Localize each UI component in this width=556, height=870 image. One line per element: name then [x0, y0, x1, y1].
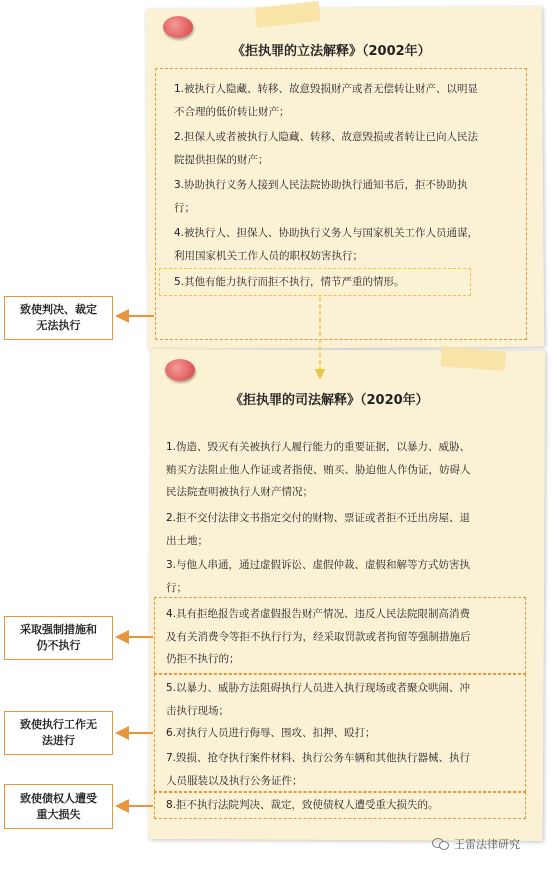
law-2002-item-2: 2.担保人或者被执行人隐藏、转移、故意毁损或者转让已向人民法 院提供担保的财产；: [174, 131, 479, 166]
watermark-text: 王雷法律研究: [454, 838, 520, 851]
interp-2020-item-3: 3.与他人串通，通过虚假诉讼、虚假仲裁、虚假和解等方式妨害执 行；: [166, 559, 471, 594]
interp-2020-item-8: 8.拒不执行法院判决、裁定，致使债权人遭受重大损失的。: [166, 799, 439, 811]
interp-2020-title: 《拒执罪的司法解释》（2020年）: [230, 393, 429, 408]
category-obstruct-enforcement: 致使执行工作无 法进行: [4, 711, 113, 755]
category-judgment-unenforceable: 致使判决、裁定 无法执行: [4, 296, 113, 340]
law-2002-item-1: 1.被执行人隐藏、转移、故意毁损财产或者无偿转让财产、以明显 不合理的低价转让财产；: [174, 83, 479, 118]
law-2002-item-4: 4.被执行人、担保人、协助执行义务人与国家机关工作人员通谋， 利用国家机关工作人员的职权妨害执行；: [174, 227, 479, 262]
interp-2020-item-7: 7.毁损、抢夺执行案件材料、执行公务车辆和其他执行器械、执行 人员服装以及执行公务证件；: [166, 752, 471, 787]
watermark: [432, 836, 520, 852]
category-creditor-loss: 致使债权人遭受 重大损失: [4, 784, 113, 829]
interp-2020-item-4: 4.具有拒绝报告或者虚假报告财产情况、违反人民法院限制高消费 及有关消费令等拒不执行行为，经采取罚款或者拘留等强制措施后 仍拒不执行的；: [166, 608, 471, 665]
interp-2020-item-6: 6.对执行人员进行侮辱、围攻、扣押、殴打；: [166, 727, 376, 739]
law-2002-item-3: 3.协助执行义务人接到人民法院协助执行通知书后，拒不协助执 行；: [174, 179, 468, 214]
category-coercive-measures: 采取强制措施和 仍不执行: [4, 616, 113, 660]
interp-2020-item-5: 5.以暴力、威胁方法阻碍执行人员进入执行现场或者聚众哄闹、冲 击执行现场；: [166, 682, 471, 717]
interp-2020-item-2: 2.拒不交付法律文书指定交付的财物、票证或者拒不迁出房屋、退 出土地；: [166, 512, 471, 547]
law-2002-item-5: 5.其他有能力执行而拒不执行，情节严重的情形。: [174, 276, 405, 288]
law-2002-title: 《拒执罪的立法解释》（2002年）: [232, 44, 431, 59]
interp-2020-item-1: 1.伪造、毁灭有关被执行人履行能力的重要证据，以暴力、威胁、 贿买方法阻止他人作证或者指使、贿买、胁迫他人作伪证，妨碍人 民法院查明被执行人财产情况；: [166, 441, 471, 498]
wechat-icon: [432, 837, 450, 851]
